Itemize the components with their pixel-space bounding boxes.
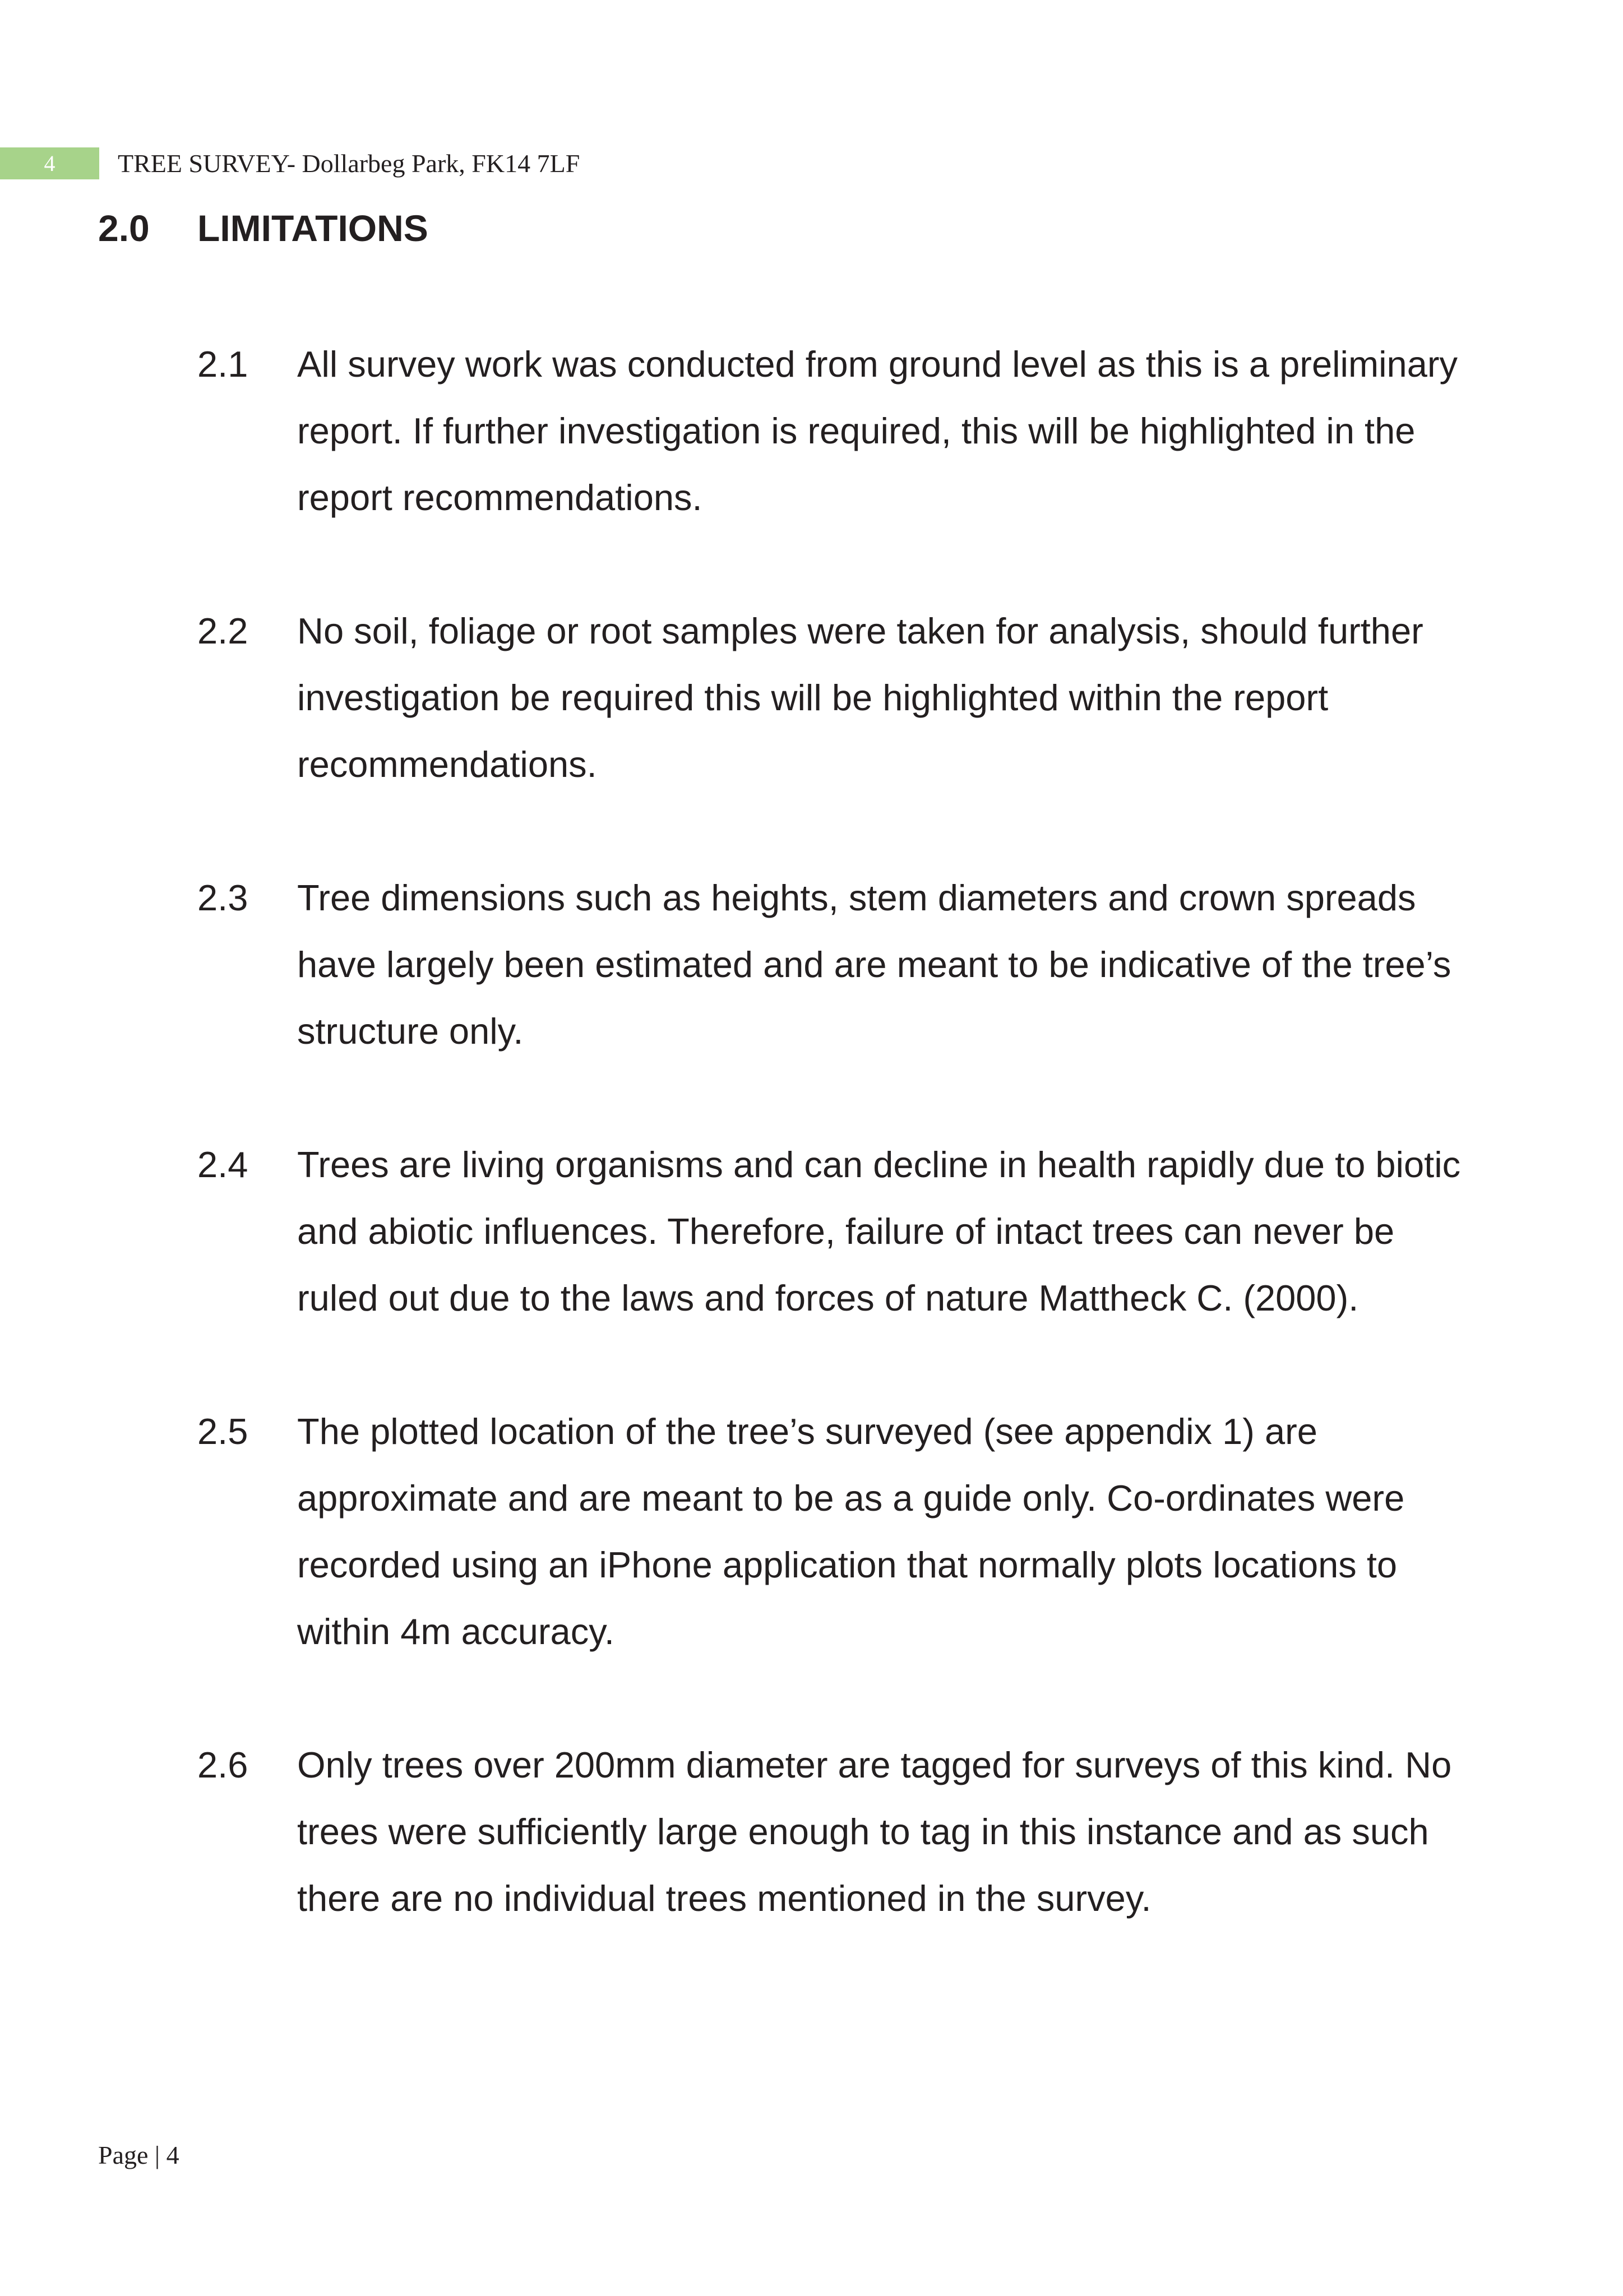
page-number-tab: 4 (0, 147, 99, 179)
item-number: 2.5 (197, 1411, 248, 1452)
item-text-line: and abiotic influences. Therefore, failure of intact trees can never be (297, 1211, 1395, 1252)
item-text-line: approximate and are meant to be as a guide only. Co-ordinates were (297, 1478, 1405, 1519)
list-item-2-2 (197, 598, 1543, 798)
list-item-2-5 (197, 1398, 1543, 1665)
item-number: 2.2 (197, 610, 248, 651)
page-footer: Page | 4 (98, 2141, 179, 2169)
list-item-2-1 (197, 331, 1543, 531)
item-number: 2.1 (197, 344, 248, 385)
item-text-line: All survey work was conducted from ground level as this is a preliminary (297, 344, 1458, 385)
item-text-line: have largely been estimated and are meant to be indicative of the tree’s (297, 944, 1451, 985)
item-text-line: trees were sufficiently large enough to tag in this instance and as such (297, 1811, 1429, 1852)
item-text-line: ruled out due to the laws and forces of nature Mattheck C. (2000). (297, 1277, 1359, 1318)
item-number: 2.3 (197, 877, 248, 918)
list-item-2-6 (197, 1732, 1543, 1932)
section-title: LIMITATIONS (197, 207, 428, 249)
section-heading (98, 203, 428, 253)
item-text-line: recorded using an iPhone application that normally plots locations to (297, 1544, 1398, 1585)
section-number: 2.0 (98, 207, 150, 249)
item-text-line: report. If further investigation is required, this will be highlighted in the (297, 410, 1416, 451)
item-text-line: Trees are living organisms and can decline in health rapidly due to biotic (297, 1144, 1461, 1185)
item-text-line: Only trees over 200mm diameter are tagged for surveys of this kind. No (297, 1744, 1452, 1785)
item-text-line: investigation be required this will be highlighted within the report (297, 677, 1329, 718)
item-text-line: report recommendations. (297, 477, 702, 518)
list-item-2-3 (197, 864, 1543, 1064)
item-text-line: No soil, foliage or root samples were taken for analysis, should further (297, 610, 1423, 651)
item-text-line: there are no individual trees mentioned in the survey. (297, 1878, 1152, 1919)
limitations-list (197, 331, 1543, 1998)
item-number: 2.4 (197, 1144, 248, 1185)
item-text-line: structure only. (297, 1011, 524, 1052)
item-text-line: Tree dimensions such as heights, stem diameters and crown spreads (297, 877, 1416, 918)
item-number: 2.6 (197, 1744, 248, 1785)
document-header-title: TREE SURVEY- Dollarbeg Park, FK14 7LF (118, 149, 580, 178)
item-text-line: The plotted location of the tree’s surveyed (see appendix 1) are (297, 1411, 1317, 1452)
list-item-2-4 (197, 1131, 1543, 1331)
item-text-line: recommendations. (297, 744, 597, 785)
item-text-line: within 4m accuracy. (297, 1611, 614, 1652)
